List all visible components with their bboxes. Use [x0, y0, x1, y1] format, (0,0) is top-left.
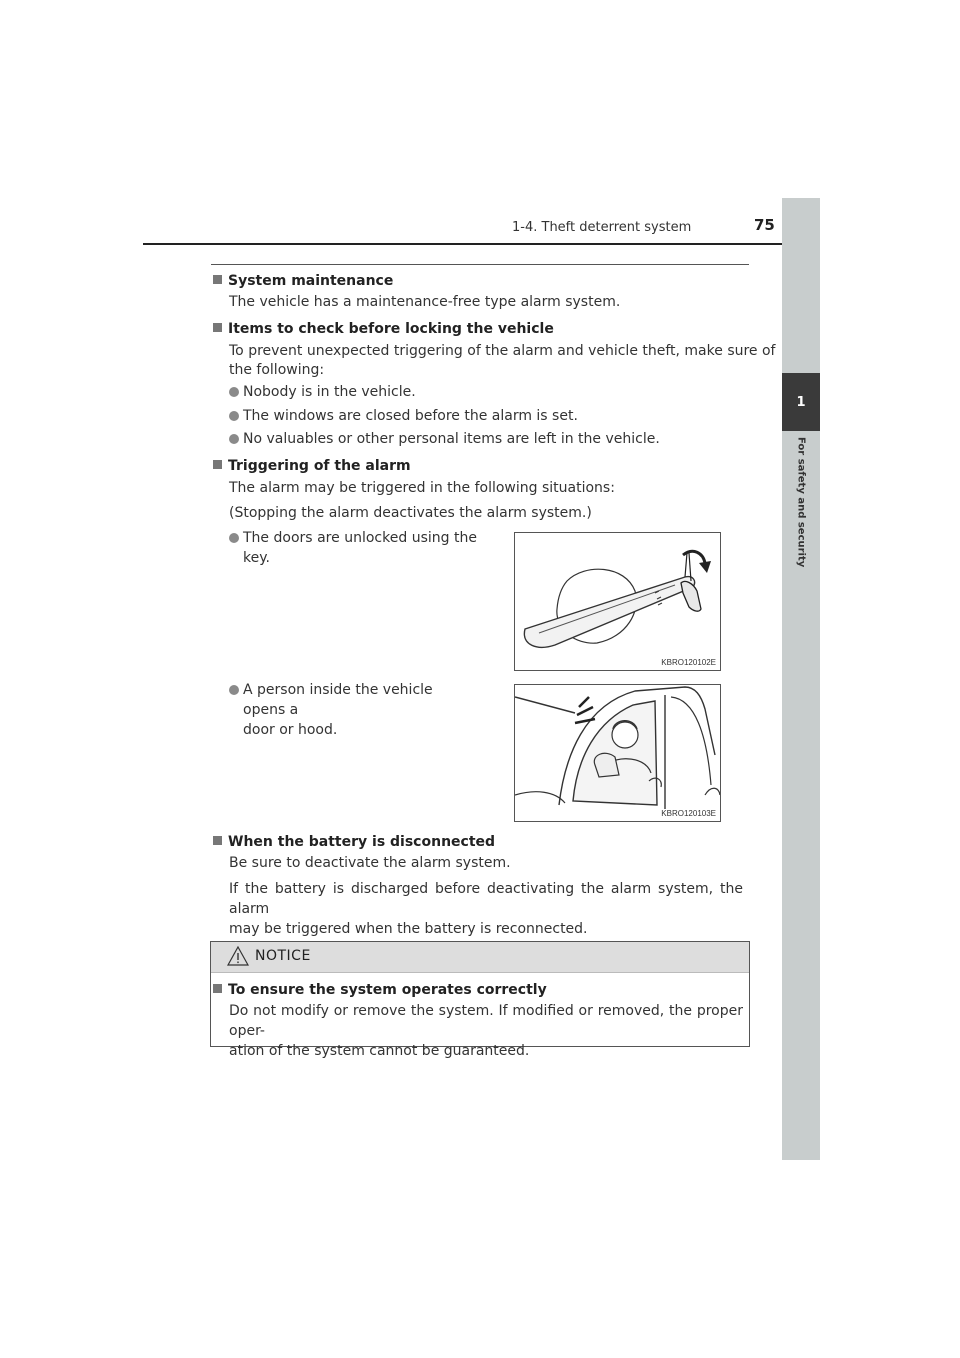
bullet-dot-icon — [229, 685, 239, 695]
section-title-text: Items to check before locking the vehicle — [228, 321, 554, 337]
section-title-text: When the battery is disconnected — [228, 834, 496, 850]
bullet-text: The windows are closed before the alarm is set. — [243, 408, 578, 424]
maintenance-body: The vehicle has a maintenance-free type alarm system. — [229, 294, 621, 310]
bullet-dot-icon — [229, 387, 239, 397]
chapter-label-text: For safety and security — [795, 437, 807, 568]
check-items-line2: the following: — [229, 362, 325, 378]
bullet-line: key. — [243, 550, 270, 566]
section-title-text: System maintenance — [228, 273, 394, 289]
triggering-line1: The alarm may be triggered in the following situations: — [229, 480, 615, 496]
notice-section-title — [213, 982, 547, 998]
battery-paragraph — [229, 879, 743, 939]
section-title-check-items — [213, 321, 554, 337]
section-title-maintenance — [213, 273, 393, 289]
bullet-dot-icon — [229, 411, 239, 421]
battery-para-line: may be triggered when the battery is reconnected. — [229, 921, 588, 937]
content-top-rule — [211, 264, 749, 265]
battery-line1: Be sure to deactivate the alarm system. — [229, 855, 511, 871]
check-items-line1: To prevent unexpected triggering of the alarm and vehicle theft, make sure of — [229, 343, 776, 359]
list-item — [229, 528, 479, 570]
header-section-title: 1-4. Theft deterrent system — [512, 220, 692, 235]
side-tab-strip — [782, 198, 820, 1160]
chapter-label — [783, 437, 819, 647]
bullet-line: A person inside the vehicle opens a — [243, 682, 433, 718]
notice-body — [229, 1001, 743, 1061]
chapter-tab[interactable] — [782, 373, 820, 431]
notice-line: ation of the system cannot be guaranteed. — [229, 1043, 530, 1059]
list-item — [229, 382, 729, 402]
person-door-illustration — [515, 685, 720, 821]
notice-header — [211, 942, 749, 973]
battery-para-line: If the battery is discharged before deactivating the alarm system, the alarm — [229, 881, 743, 917]
bullet-text — [243, 528, 477, 568]
triggering-line2: (Stopping the alarm deactivates the alarm system.) — [229, 505, 592, 521]
figure-code: KBRO120103E — [661, 809, 716, 818]
bullet-line: The doors are unlocked using the — [243, 530, 477, 546]
square-bullet-icon — [213, 460, 222, 469]
figure-code: KBRO120102E — [661, 658, 716, 667]
section-title-text: Triggering of the alarm — [228, 458, 411, 474]
warning-triangle-icon — [227, 946, 249, 966]
notice-box — [210, 941, 750, 1059]
square-bullet-icon — [213, 323, 222, 332]
bullet-text — [243, 680, 477, 740]
figure-door-handle — [514, 532, 721, 671]
square-bullet-icon — [213, 984, 222, 993]
header-rule — [143, 243, 820, 245]
chapter-number: 1 — [796, 394, 806, 410]
bullet-text: Nobody is in the vehicle. — [243, 384, 416, 400]
bullet-text: No valuables or other personal items are left in the vehicle. — [243, 431, 660, 447]
notice-line: Do not modify or remove the system. If modified or removed, the proper oper- — [229, 1003, 743, 1039]
square-bullet-icon — [213, 275, 222, 284]
page-number: 75 — [754, 216, 775, 234]
section-title-triggering — [213, 458, 411, 474]
section-title-battery — [213, 834, 495, 850]
door-handle-key-illustration — [515, 533, 720, 670]
list-item — [229, 680, 479, 738]
notice-title-text: To ensure the system operates correctly — [228, 982, 547, 998]
bullet-line: door or hood. — [243, 722, 338, 738]
bullet-dot-icon — [229, 533, 239, 543]
square-bullet-icon — [213, 836, 222, 845]
list-item — [229, 406, 729, 426]
bullet-dot-icon — [229, 434, 239, 444]
list-item — [229, 429, 729, 449]
figure-person-door — [514, 684, 721, 822]
notice-heading: NOTICE — [255, 948, 311, 964]
